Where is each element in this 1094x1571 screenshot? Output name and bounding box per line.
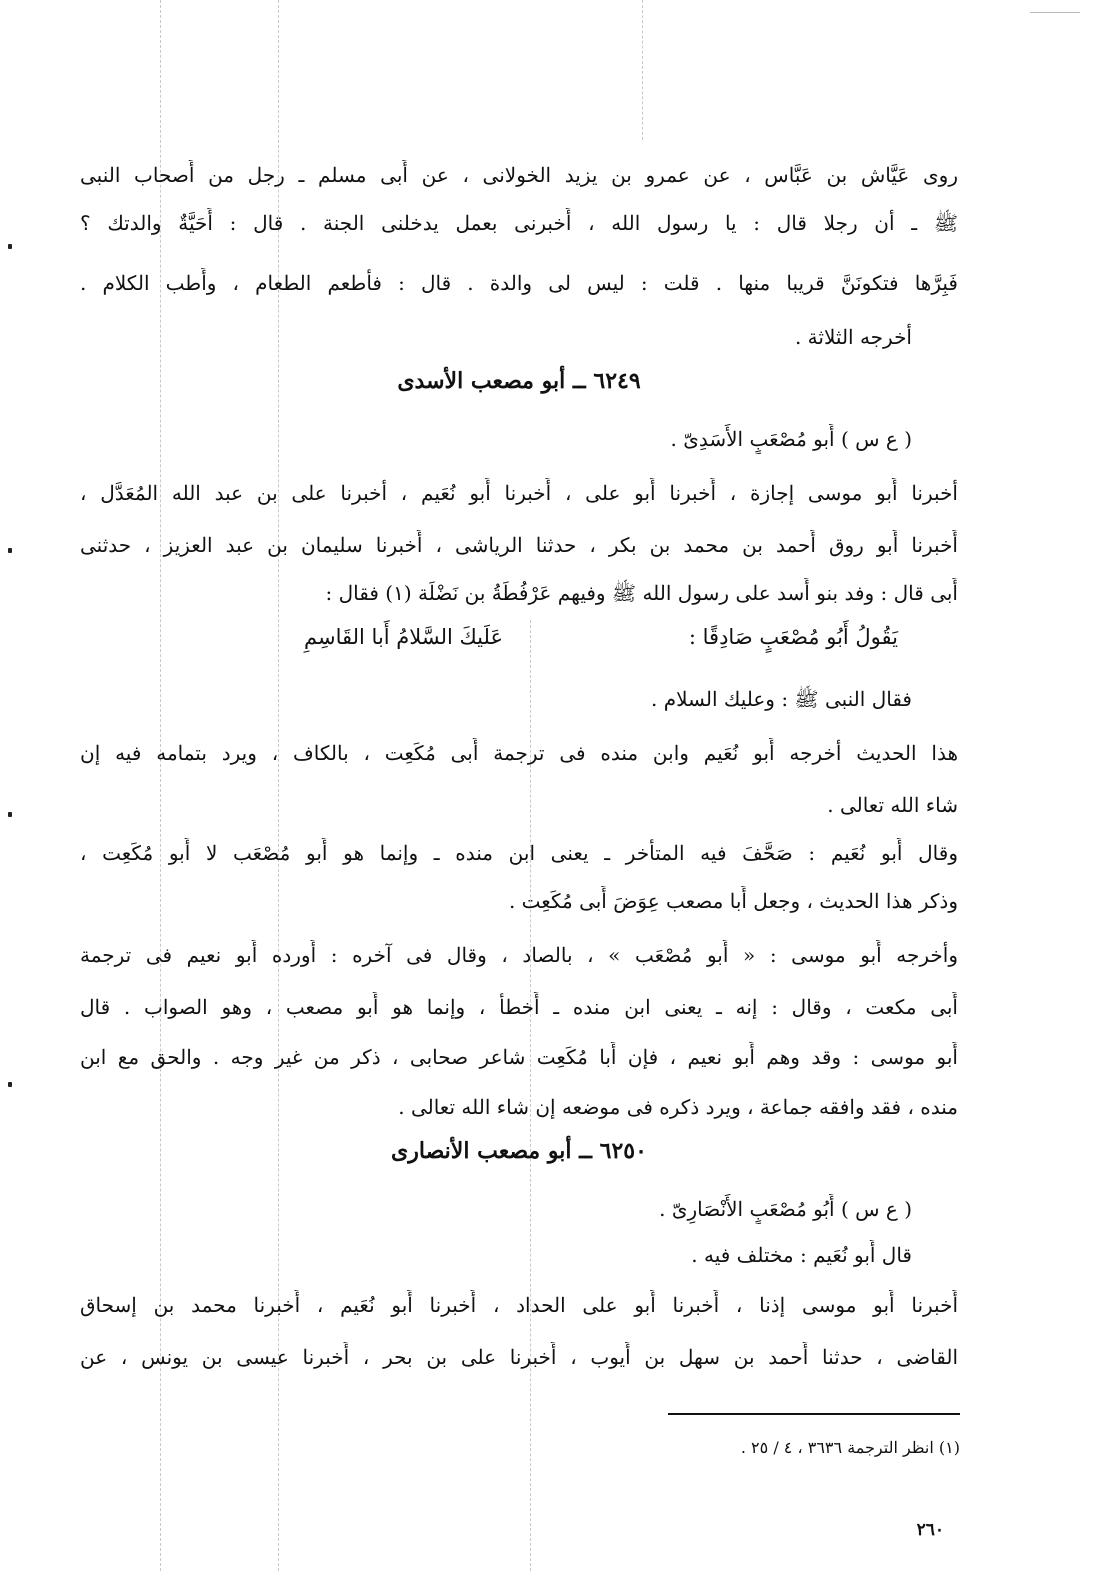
text-line: ( ع س ) أَبُو مُصْعَبٍ الأَنْصَارِىّ . xyxy=(659,1197,912,1221)
text-line: أَبى قال : وفد بنو أَسد على رسول الله ﷺ وفيهم عَرْفُطَةُ بن نَضْلَة (١) فقال : xyxy=(325,581,958,605)
page-number: ٢٦٠ xyxy=(916,1520,944,1540)
text-line: أَخبرنا أَبو موسى إذنا ، أَخبرنا أَبو على الحداد ، أَخبرنا أَبو نُعَيم ، أَخبرنا محمد بن إسحاق xyxy=(80,1293,958,1317)
entry-heading-6249: ٦٢٤٩ ــ أبو مصعب الأسدى xyxy=(397,368,641,394)
text-line: فَبِرَّها فتكونَنَّ قريبا منها . قلت : ليس لى والدة . قال : فأَطعم الطعام ، وأَطب الكلام . xyxy=(80,271,958,295)
scan-edge-mark xyxy=(1030,12,1080,13)
text-line: أَبى مكعت ، وقال : إنه ـ يعنى ابن منده ـ أَخطأَ ، وإنما هو أَبو مصعب ، وهو الصواب . قال xyxy=(80,995,958,1019)
verse-hemistich-second: عَلَيكَ السَّلامُ أَبا القَاسِمِ xyxy=(304,625,503,649)
text-line: شاء الله تعالى . xyxy=(827,793,958,817)
text-line: ﷺ ـ أن رجلا قال : يا رسول الله ، أَخبرنى بعمل يدخلنى الجنة . قال : أَحَيَّةٌ والدتك ؟ xyxy=(80,211,958,235)
footnote-separator xyxy=(668,1413,960,1415)
margin-mark xyxy=(8,244,12,249)
text-line: روى عَيَّاش بن عَبَّاس ، عن عمرو بن يزيد الخولانى ، عن أَبى مسلم ـ رجل من أَصحاب النبى xyxy=(80,163,958,187)
text-line: القاضى ، حدثنا أَحمد بن سهل بن أَيوب ، أَخبرنا على بن بحر ، أَخبرنا عيسى بن يونس ، عن xyxy=(80,1345,958,1369)
text-line: ( ع س ) أَبو مُصْعَبٍ الأَسَدِىّ . xyxy=(670,427,912,451)
entry-heading-6250: ٦٢٥٠ ــ أبو مصعب الأنصارى xyxy=(391,1138,647,1164)
text-line: أَبو موسى : وقد وهم أَبو نعيم ، فإن أَبا مُكَعِت شاعر صحابى ، ذكر من غير وجه . والحق مع ابن xyxy=(80,1045,958,1069)
verse-hemistich-first: يَقُولُ أَبُو مُصْعَبٍ صَادِقًا : xyxy=(688,625,898,649)
main-text xyxy=(80,0,958,1420)
text-line: وأخرجه أَبو موسى : « أَبو مُصْعَب » ، بالصاد ، وقال فى آخره : أَورده أَبو نعيم فى ترجمة xyxy=(80,943,958,967)
text-line: منده ، فقد وافقه جماعة ، ويرد ذكره فى موضعه إن شاء الله تعالى . xyxy=(398,1095,958,1119)
text-line: أَخبرنا أَبو روق أَحمد بن محمد بن بكر ، حدثنا الرياشى ، أَخبرنا سليمان بن عبد العزيز ، حدثنى xyxy=(80,533,958,557)
text-line: أخبرنا أَبو موسى إجازة ، أَخبرنا أَبو على ، أَخبرنا أَبو نُعَيم ، أخبرنا على بن عبد الله المُعَدَّل ، xyxy=(80,481,958,505)
footnote: (١) انظر الترجمة ٣٦٣٦ ، ٤ / ٢٥ . xyxy=(740,1438,960,1457)
text-line: هذا الحديث أخرجه أَبو نُعَيم وابن منده فى ترجمة أَبى مُكَعِت ، بالكاف ، ويرد بتمامه فيه إن xyxy=(80,741,958,765)
text-line: وقال أَبو نُعَيم : صَحَّفَ فيه المتأَخر ـ يعنى ابن منده ـ وإنما هو أَبو مُصْعَب لا أَبو مُكَعِت ، xyxy=(80,841,958,865)
text-line: فقال النبى ﷺ : وعليك السلام . xyxy=(650,687,912,711)
text-line: قال أَبو نُعَيم : مختلف فيه . xyxy=(691,1243,912,1267)
margin-mark xyxy=(8,1082,12,1087)
text-line: وذكر هذا الحديث ، وجعل أَبا مصعب عِوَضَ أَبى مُكَعِت . xyxy=(508,889,958,913)
margin-mark xyxy=(8,812,12,817)
margin-mark xyxy=(8,548,12,553)
text-line: أخرجه الثلاثة . xyxy=(794,325,912,349)
